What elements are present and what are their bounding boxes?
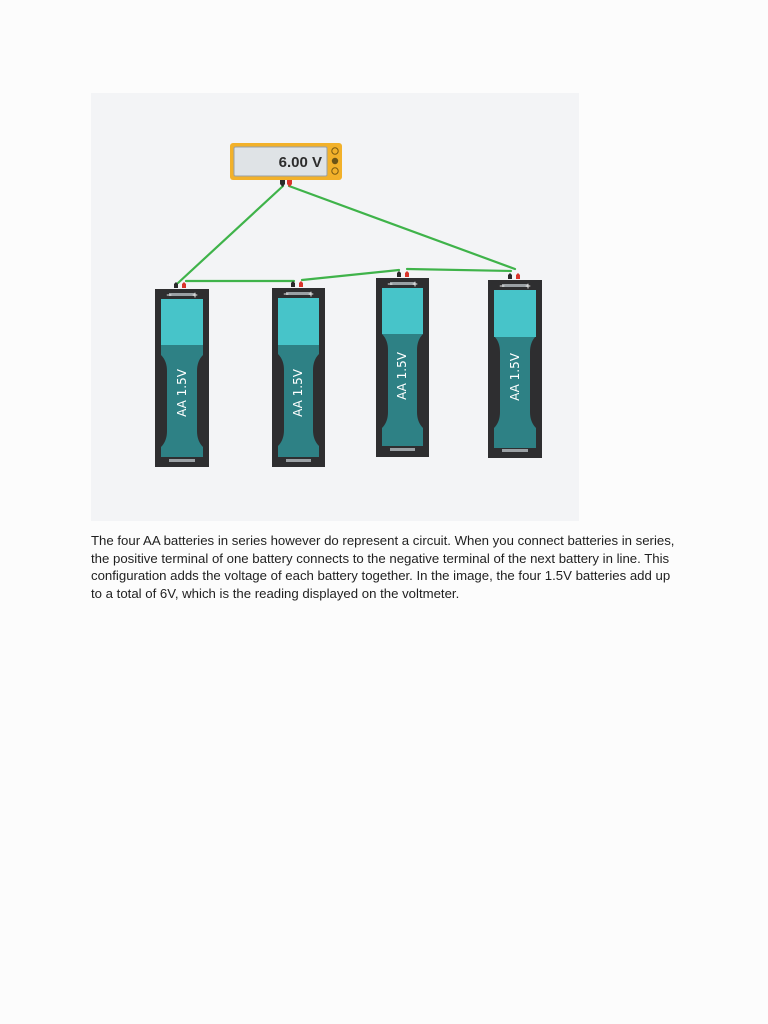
battery-neg-label: −	[283, 289, 289, 299]
battery-1	[155, 282, 209, 467]
caption-paragraph: The four AA batteries in series however do represent a circuit. When you connect batteries in series, the positive terminal of one battery connects to the negative terminal of the next battery in line. This configuration adds the voltage of each battery together. In the image, the four 1.5V batteries add up to a total of 6V, which is the reading displayed on the voltmeter.	[91, 533, 675, 601]
wires	[178, 186, 515, 283]
battery-cell-top	[278, 298, 319, 345]
battery-cell-top	[161, 299, 203, 345]
battery-bottom-contact	[169, 459, 195, 462]
battery-pos-terminal-icon	[405, 271, 409, 277]
battery-3	[376, 271, 429, 457]
voltmeter-lead-black-icon	[280, 180, 285, 187]
battery-label: AA 1.5V	[291, 369, 305, 417]
battery-pos-label: +	[192, 290, 198, 300]
battery-label: AA 1.5V	[175, 369, 189, 417]
battery-neg-label: −	[387, 279, 393, 289]
voltmeter	[230, 143, 342, 187]
circuit-diagram	[91, 93, 579, 521]
battery-spring	[502, 284, 528, 287]
battery-pos-terminal-icon	[182, 282, 186, 288]
battery-neg-terminal-icon	[508, 273, 512, 279]
battery-cell-top	[382, 288, 423, 334]
battery-bottom-contact	[390, 448, 415, 451]
battery-spring	[390, 282, 415, 285]
battery-2	[272, 281, 325, 467]
voltmeter-knob-mid-icon	[332, 158, 338, 164]
battery-neg-label: −	[499, 281, 505, 291]
battery-pos-label: +	[308, 289, 314, 299]
battery-bottom-contact	[502, 449, 528, 452]
battery-spring	[286, 292, 311, 295]
circuit-figure	[91, 93, 579, 521]
battery-cell-top	[494, 290, 536, 337]
wire-meter-to-battery-1	[178, 186, 283, 283]
battery-pos-label: +	[525, 281, 531, 291]
battery-neg-label: −	[166, 290, 172, 300]
battery-neg-terminal-icon	[397, 271, 401, 277]
battery-pos-label: +	[412, 279, 418, 289]
battery-spring	[169, 293, 195, 296]
battery-label: AA 1.5V	[395, 352, 409, 400]
battery-pos-terminal-icon	[516, 273, 520, 279]
voltmeter-reading: 6.00 V	[278, 154, 322, 171]
battery-4	[488, 273, 542, 458]
battery-label: AA 1.5V	[508, 353, 522, 401]
battery-pos-terminal-icon	[299, 281, 303, 287]
wire-meter-to-battery-4	[289, 186, 515, 269]
wire-battery-3-to-4	[407, 269, 511, 271]
battery-bottom-contact	[286, 459, 311, 462]
